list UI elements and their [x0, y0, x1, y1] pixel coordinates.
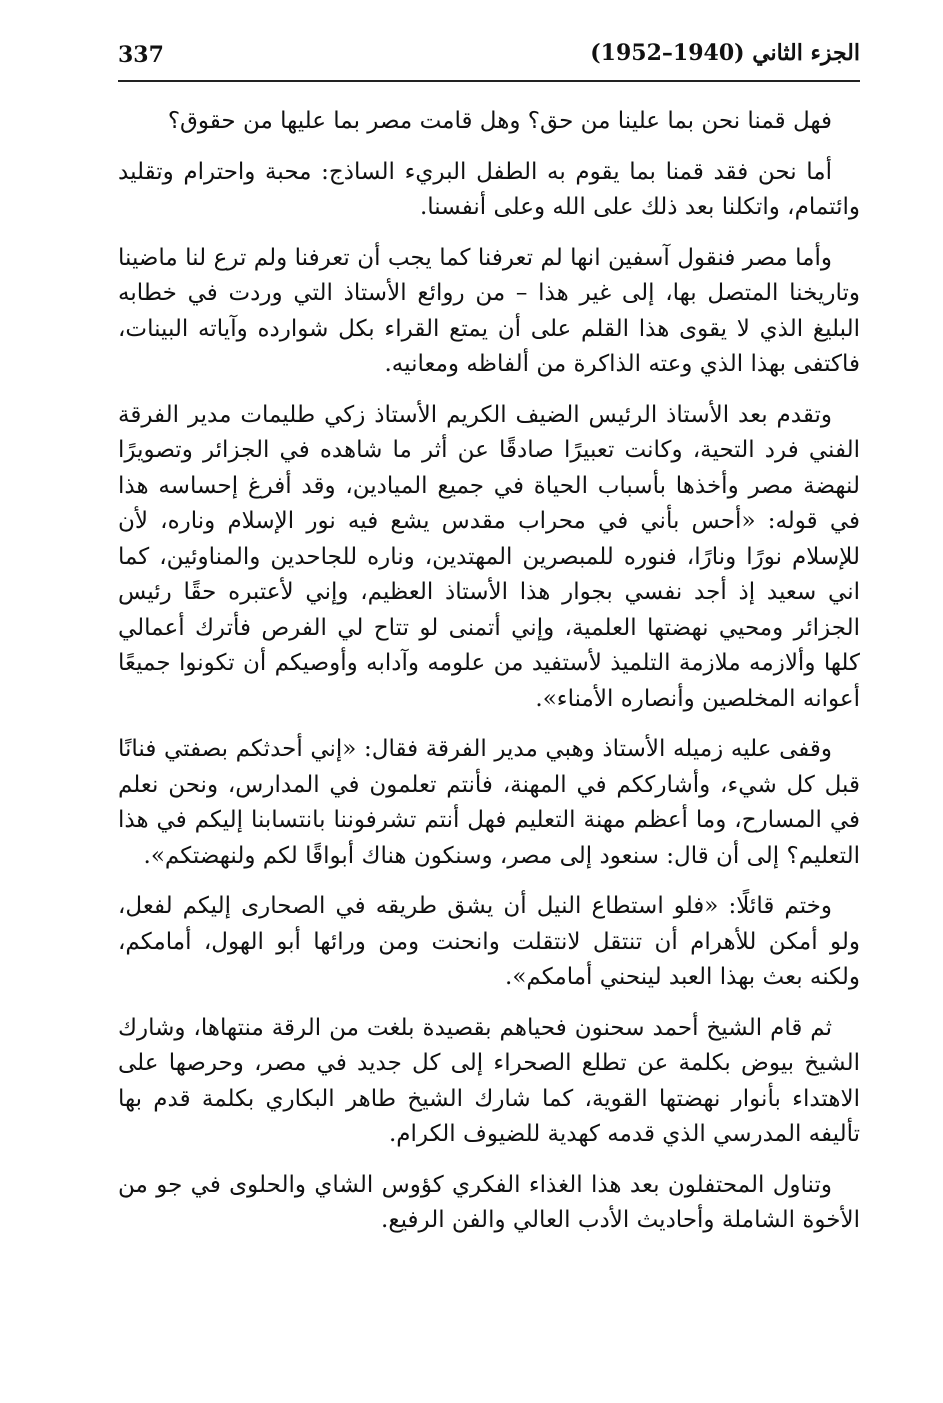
paragraph-1: فهل قمنا نحن بما علينا من حق؟ وهل قامت مصر بما عليها من حقوق؟: [167, 108, 832, 134]
header-title: الجزء الثاني (1940–1952): [590, 40, 860, 66]
paragraph-5: وقفى عليه زميله الأستاذ وهبي مدير الفرقة فقال: «إني أحدثكم بصفتي فنانًا قبل كل شيء، وأشارككم في المهنة، فأنتم تعلمون في المدارس، ونحن نعلم في المسارح، وما أعظم مهنة التعليم فهل أنتم تشرفوننا بانتسابنا إليكم في هذا التعليم؟ إلى أن قال: سنعود إلى مصر، وسنكون هناك أبواقًا لكم ولنهضتكم».: [118, 736, 860, 869]
paragraph-8: وتناول المحتفلون بعد هذا الغذاء الفكري كؤوس الشاي والحلوى في جو من الأخوة الشاملة وأحاديث الأدب العالي والفن الرفيع.: [118, 1171, 860, 1233]
page-number: 337: [118, 42, 164, 68]
paragraph-6: وختم قائلًا: «فلو استطاع النيل أن يشق طريقه في الصحارى إليكم لفعل، ولو أمكن للأهرام أن تنتقل لانتقلت وانحنت ومن ورائها أبو الهول، أمامكم، ولكنه بعث بهذا العبد لينحني أمامكم».: [118, 893, 860, 990]
body-text: [118, 104, 860, 1254]
paragraph-2: أما نحن فقد قمنا بما يقوم به الطفل البريء الساذج: محبة واحترام وتقليد وائتمام، واتكلنا بعد ذلك على الله وعلى أنفسنا.: [118, 158, 860, 220]
paragraph-4: وتقدم بعد الأستاذ الرئيس الضيف الكريم الأستاذ زكي طليمات مدير الفرقة الفني فرد التحية، وكانت تعبيرًا صادقًا عن أثر ما شاهده في الجزائر وتصويرًا لنهضة مصر وأخذها بأسباب الحياة في جميع الميادين، وقد أفرغ إحساسه هذا في قوله: «أحس بأني في محراب مقدس يشع فيه نور الإسلام وناره، لأن للإسلام نورًا ونارًا، فنوره للمبصرين المهتدين، وناره للجاحدين والمناوئين، كما اني سعيد إذ أجد نفسي بجوار هذا الأستاذ العظيم، وإني لأعتبره حقًا رئيس الجزائر ومحيي نهضتها العلمية، وإني أتمنى لو تتاح لي الفرص فأترك أعمالي كلها وألازمه ملازمة التلميذ لأستفيد من علومه وآدابه وأوصيكم أن تكونوا جميعًا أعوانه المخلصين وأنصاره الأمناء».: [118, 401, 860, 712]
paragraph-3: وأما مصر فنقول آسفين انها لم تعرفنا كما يجب أن تعرفنا ولم ترع لنا ماضينا وتاريخنا المتصل بها، إلى غير هذا – من روائع الأستاذ التي وردت في خطابه البليغ الذي لا يقوى هذا القلم على أن يمتع القراء بكل شوارده وآياته البينات، فاكتفى بهذا الذي وعته الذاكرة من ألفاظه ومعانيه.: [118, 244, 860, 377]
paragraph-7: ثم قام الشيخ أحمد سحنون فحياهم بقصيدة بلغت من الرقة منتهاها، وشارك الشيخ بيوض بكلمة عن تطلع الصحراء إلى كل جديد في مصر، وحرصها على الاهتداء بأنوار نهضتها القوية، كما شارك الشيخ طاهر البكاري بكلمة قدم بها تأليفه المدرسي الذي قدمه كهدية للضيوف الكرام.: [118, 1014, 860, 1147]
running-header: [118, 40, 860, 74]
header-divider: [118, 80, 860, 82]
